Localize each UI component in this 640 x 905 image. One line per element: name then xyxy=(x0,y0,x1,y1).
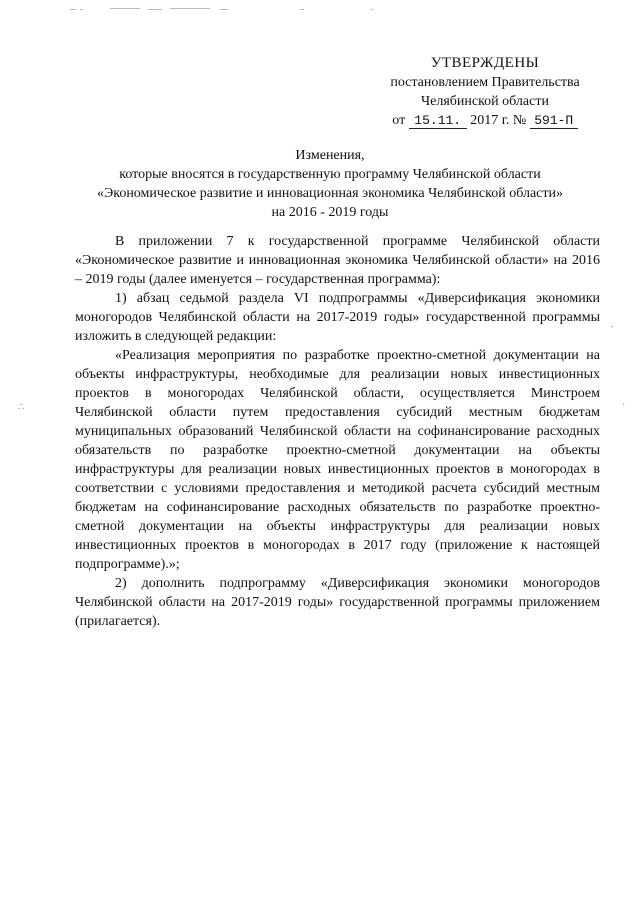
approval-title: УТВЕРЖДЕНЫ xyxy=(430,55,540,71)
scan-mark-right-2: · xyxy=(622,400,626,411)
heading-line-3: «Экономическое развитие и инновационная экономика Челябинской области» xyxy=(96,186,564,201)
approval-line-1: постановлением Правительства xyxy=(390,75,580,90)
paragraph-item-2: 2) дополнить подпрограмму «Диверсификация экономики моногородов Челябинской области на 2017-2019 годы» государственной программы приложением (прилагается). xyxy=(75,576,600,629)
year-text: 2017 г. № xyxy=(470,113,527,128)
document-body xyxy=(75,232,600,631)
approval-line-2: Челябинской области xyxy=(421,94,549,109)
heading-line-2: которые вносятся в государственную программу Челябинской области xyxy=(119,167,541,182)
paragraph-intro: В приложении 7 к государственной программе Челябинской области «Экономическое развитие и инновационная экономика Челябинской области» на 2016 – 2019 годы (далее именуется – государственная программа): xyxy=(75,234,600,287)
paragraph-quote: «Реализация мероприятия по разработке проектно-сметной документации на объекты инфраструктуры, необходимые для реализации новых инвестиционных проектов в моногородах Челябинской области, осуществляется Минстроем Челябинской области путем предоставления субсидий местным бюджетам муниципальных образований Челябинской области на софинансирование расходных обязательств по разработке проектно-сметной документации на объекты инфраструктуры для реализации новых инвестиционных проектов в моногородах в соответствии с условиями предоставления и методикой расчета субсидий местным бюджетам на софинансирование расходных обязательств по разработке проектно-сметной документации на объекты инфраструктуры для реализации новых инвестиционных проектов в моногородах в 2017 году (приложение к настоящей подпрограмме).»; xyxy=(75,348,600,572)
approval-block xyxy=(370,54,600,130)
date-value: 15.11. xyxy=(409,113,467,129)
scan-mark-right-1: · xyxy=(610,322,614,333)
heading-line-4: на 2016 - 2019 годы xyxy=(271,205,389,220)
paragraph-item-1: 1) абзац седьмой раздела VI подпрограммы «Диверсификация экономики моногородов Челябинской области на 2017-2019 годы» государственной программы изложить в следующей редакции: xyxy=(75,291,600,344)
document-heading xyxy=(60,146,600,222)
scan-mark-left: ∴ xyxy=(18,402,25,413)
approval-date-row xyxy=(370,111,600,130)
decree-number: 591-П xyxy=(530,113,578,129)
heading-line-1: Изменения, xyxy=(295,148,365,163)
date-prefix: от xyxy=(392,113,406,128)
scan-noise xyxy=(70,6,490,14)
